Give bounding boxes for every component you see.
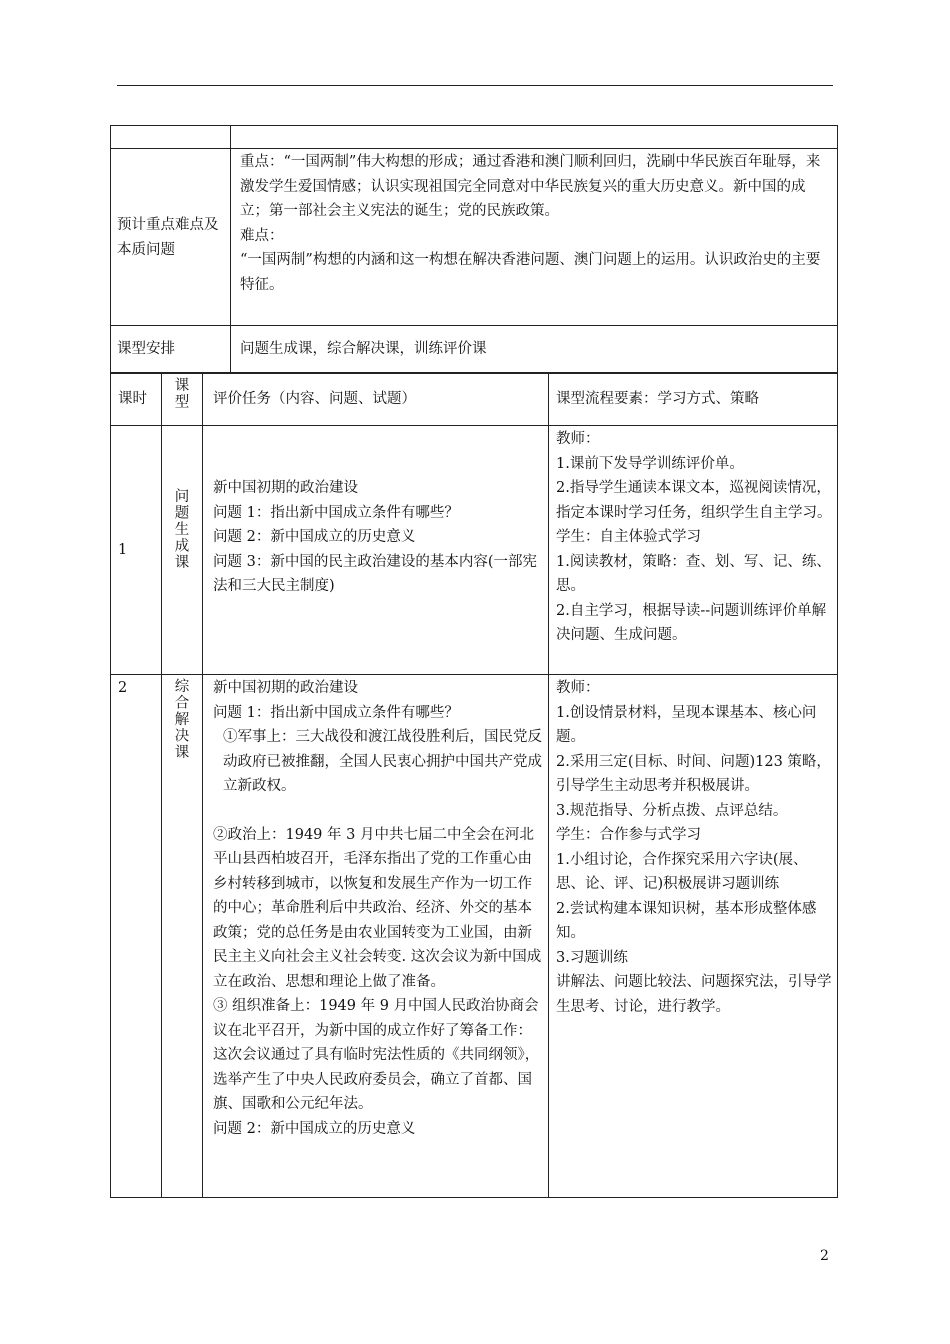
top-table-row-divider (110, 148, 838, 149)
flow-line: 1.创设情景材料，呈现本课基本、核心问题。 (556, 704, 817, 745)
flow-line: 教师： (556, 431, 600, 447)
main-table-col-divider (202, 373, 203, 1198)
flow-line: 教师： (556, 680, 600, 696)
header-flow: 课型流程要素：学习方式、策略 (556, 391, 759, 407)
row1-task (213, 476, 543, 599)
type-row-content: 问题生成课，综合解决课，训练评价课 (240, 341, 487, 357)
task-line: 新中国初期的政治建设 (213, 680, 358, 696)
flow-line: 学生：合作参与式学习 (556, 827, 701, 843)
header-task: 评价任务（内容、问题、试题） (213, 391, 416, 407)
page-number: 2 (820, 1248, 829, 1264)
row1-period: 1 (118, 542, 128, 558)
main-table-col-divider (161, 373, 162, 1198)
task-line: ①军事上：三大战役和渡江战役胜利后，国民党反动政府已被推翻，全国人民衷心拥护中国共产党成立新政权。 (223, 729, 542, 794)
difficulty-text: “一国两制”构想的内涵和这一构想在解决香港问题、澳门问题上的运用。认识政治史的主要特征。 (240, 252, 821, 293)
flow-line: 2.采用三定(目标、时间、问题)123 策略，引导学生主动思考并积极展讲。 (556, 753, 831, 794)
focus-row-content (240, 150, 834, 297)
task-line: 问题 2：新中国成立的历史意义 (213, 529, 416, 545)
row2-period: 2 (118, 680, 128, 696)
flow-line: 2.自主学习，根据导读--问题训练评价单解决问题、生成问题。 (556, 602, 827, 643)
flow-line: 3.习题训练 (556, 949, 628, 966)
flow-line: 1.课前下发导学训练评价单。 (556, 455, 744, 472)
flow-line: 3.规范指导、分析点拨、点评总结。 (556, 802, 788, 819)
main-table-row-divider (110, 425, 838, 426)
task-line (213, 799, 543, 823)
row1-flow (556, 427, 834, 648)
top-table-col-divider (230, 125, 231, 373)
task-line: 问题 1：指出新中国成立条件有哪些？ (213, 704, 459, 721)
header-rule (117, 85, 833, 86)
flow-line: 讲解法、问题比较法、问题探究法，引导学生思考、讨论，进行教学。 (556, 974, 832, 1015)
row1-type: 问题生成课 (172, 488, 189, 571)
task-line: ②政治上：1949 年 3 月中共七届二中全会在河北平山县西柏坡召开，毛泽东指出了党的工作重心由乡村转移到城市，以恢复和发展生产作为一切工作的中心；革命胜利后中共政治、经济、外交的基本政策；党的总任务是由农业国转变为工业国，由新民主主义向社会主义社会转变. 这次会议为新中国成立在政治、思想和理论上做了准备。 (213, 826, 542, 990)
flow-line: 1.阅读教材，策略：查、划、写、记、练、思。 (556, 553, 831, 594)
task-line: 问题 2：新中国成立的历史意义 (213, 1120, 416, 1137)
row2-task (213, 676, 543, 1141)
type-row-label: 课型安排 (117, 341, 175, 357)
focus-row-label: 预计重点难点及本质问题 (117, 217, 219, 258)
task-line: ③ 组织准备上：1949 年 9 月中国人民政治协商会议在北平召开，为新中国的成立作好了筹备工作：这次会议通过了具有临时宪法性质的《共同纲领》，选举产生了中央人民政府委员会，确立了首都、国旗、国歌和公元纪年法。 (213, 998, 540, 1112)
flow-line: 学生：自主体验式学习 (556, 529, 701, 545)
difficulty-heading: 难点： (240, 227, 284, 244)
top-table-row-divider (110, 325, 838, 326)
key-points-text: 重点：“一国两制”伟大构想的形成；通过香港和澳门顺利回归，洗刷中华民族百年耻辱，来激发学生爱国情感；认识实现祖国完全同意对中华民族复兴的重大历史意义。新中国的成立；第一部社会主义宪法的诞生；党的民族政策。 (240, 154, 821, 219)
task-line: 问题 1：指出新中国成立条件有哪些？ (213, 504, 459, 521)
flow-line: 2.指导学生通读本课文本，巡视阅读情况，指定本课时学习任务，组织学生自主学习。 (556, 480, 832, 521)
header-type: 课型 (172, 377, 189, 410)
main-table-col-divider (548, 373, 549, 1198)
header-period: 课时 (118, 391, 147, 407)
task-line: 问题 3：新中国的民主政治建设的基本内容(一部宪法和三大民主制度) (213, 553, 537, 594)
row2-flow (556, 676, 834, 1019)
flow-line: 2.尝试构建本课知识树，基本形成整体感知。 (556, 900, 817, 941)
flow-line: 1.小组讨论，合作探究采用六字诀(展、思、论、评、记)积极展讲习题训练 (556, 851, 808, 892)
main-table-row-divider (110, 674, 838, 675)
task-line: 新中国初期的政治建设 (213, 480, 358, 496)
row2-type: 综合解决课 (172, 678, 189, 761)
